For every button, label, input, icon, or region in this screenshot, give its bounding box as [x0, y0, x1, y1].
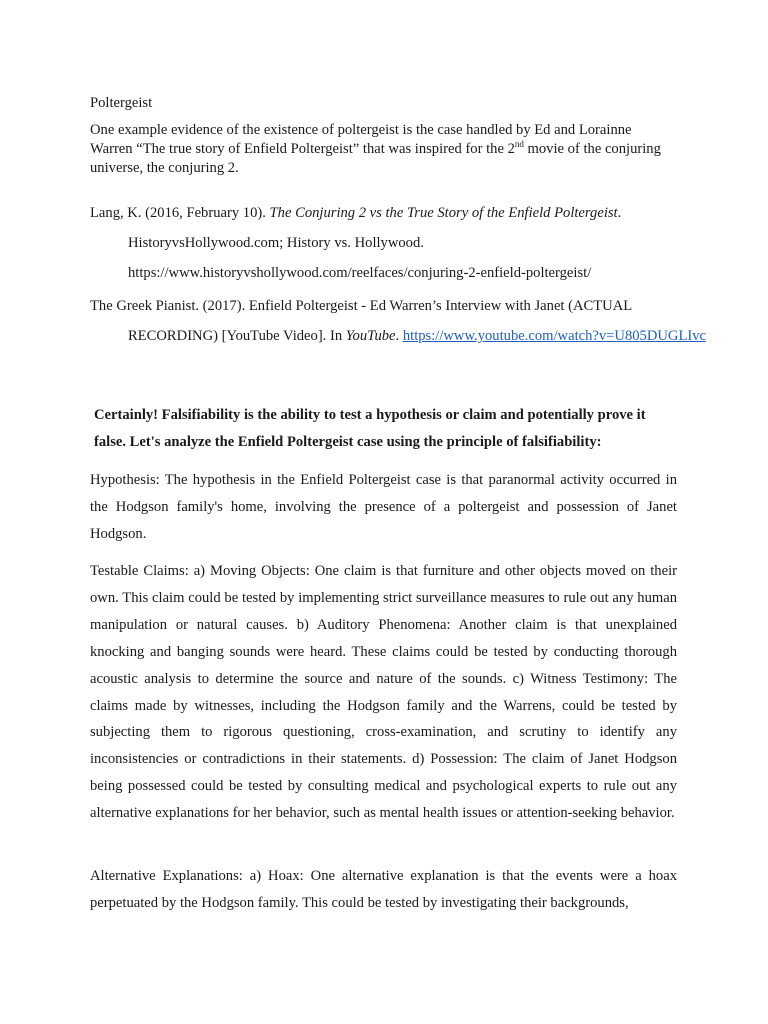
intro-text-end: movie of the conjuring universe, the conjuring 2.: [90, 141, 661, 176]
reference-punctuation: .: [395, 328, 403, 344]
youtube-link[interactable]: https://www.youtube.com/watch?v=U805DUGLIvc: [402, 328, 706, 344]
document-title: Poltergeist: [90, 95, 153, 111]
alternative-explanations-paragraph: Alternative Explanations: a) Hoax: One alternative explanation is that the events were a hoax perpetuated by the Hodgson family. This could be tested by investigating their backgrounds,: [90, 868, 677, 911]
reference-lead: The Greek Pianist. (2017). Enfield Poltergeist - Ed Warren’s Interview with Janet (ACTUAL RECORDING) [YouTube Video]. In: [90, 298, 632, 344]
reference-source: YouTube: [345, 328, 396, 344]
reference-entry: [90, 198, 718, 288]
reference-rest: . HistoryvsHollywood.com; History vs. Hollywood. https://www.historyvshollywood.com/reelfaces/conjuring-2-enfield-poltergeist/: [128, 205, 622, 281]
testable-claims-paragraph: Testable Claims: a) Moving Objects: One claim is that furniture and other objects moved on their own. This claim could be tested by implementing strict surveillance measures to rule out any human manipulation or natural causes. b) Auditory Phenomena: Another claim is that unexplained knocking and banging sounds were heard. These claims could be tested by conducting thorough acoustic analysis to determine the source and nature of the sounds. c) Witness Testimony: The claims made by witnesses, including the Hodgson family and the Warrens, could be tested by subjecting them to rigorous questioning, cross-examination, and scrutiny to identify any inconsistencies or contradictions in their statements. d) Possession: The claim of Janet Hodgson being possessed could be tested by consulting medical and psychological experts to rule out any alternative explanations for her behavior, such as mental health issues or attention-seeking behavior.: [90, 563, 677, 822]
intro-text-start: One example evidence of the existence of poltergeist is the case handled by Ed and Lorainne Warren “The true story of Enfield Poltergeist” that was inspired for the 2: [90, 122, 632, 157]
falsifiability-intro: Certainly! Falsifiability is the ability to test a hypothesis or claim and potentially prove it false. Let's analyze the Enfield Poltergeist case using the principle of falsifiability:: [94, 407, 646, 450]
hypothesis-paragraph: Hypothesis: The hypothesis in the Enfield Poltergeist case is that paranormal activity occurred in the Hodgson family's home, involving the presence of a poltergeist and possession of Janet Hodgson.: [90, 472, 677, 542]
reference-entry: [90, 291, 718, 351]
intro-superscript: nd: [514, 139, 524, 150]
reference-lead: Lang, K. (2016, February 10).: [90, 205, 270, 221]
reference-title: The Conjuring 2 vs the True Story of the Enfield Poltergeist: [269, 205, 618, 221]
intro-paragraph: [90, 121, 677, 178]
